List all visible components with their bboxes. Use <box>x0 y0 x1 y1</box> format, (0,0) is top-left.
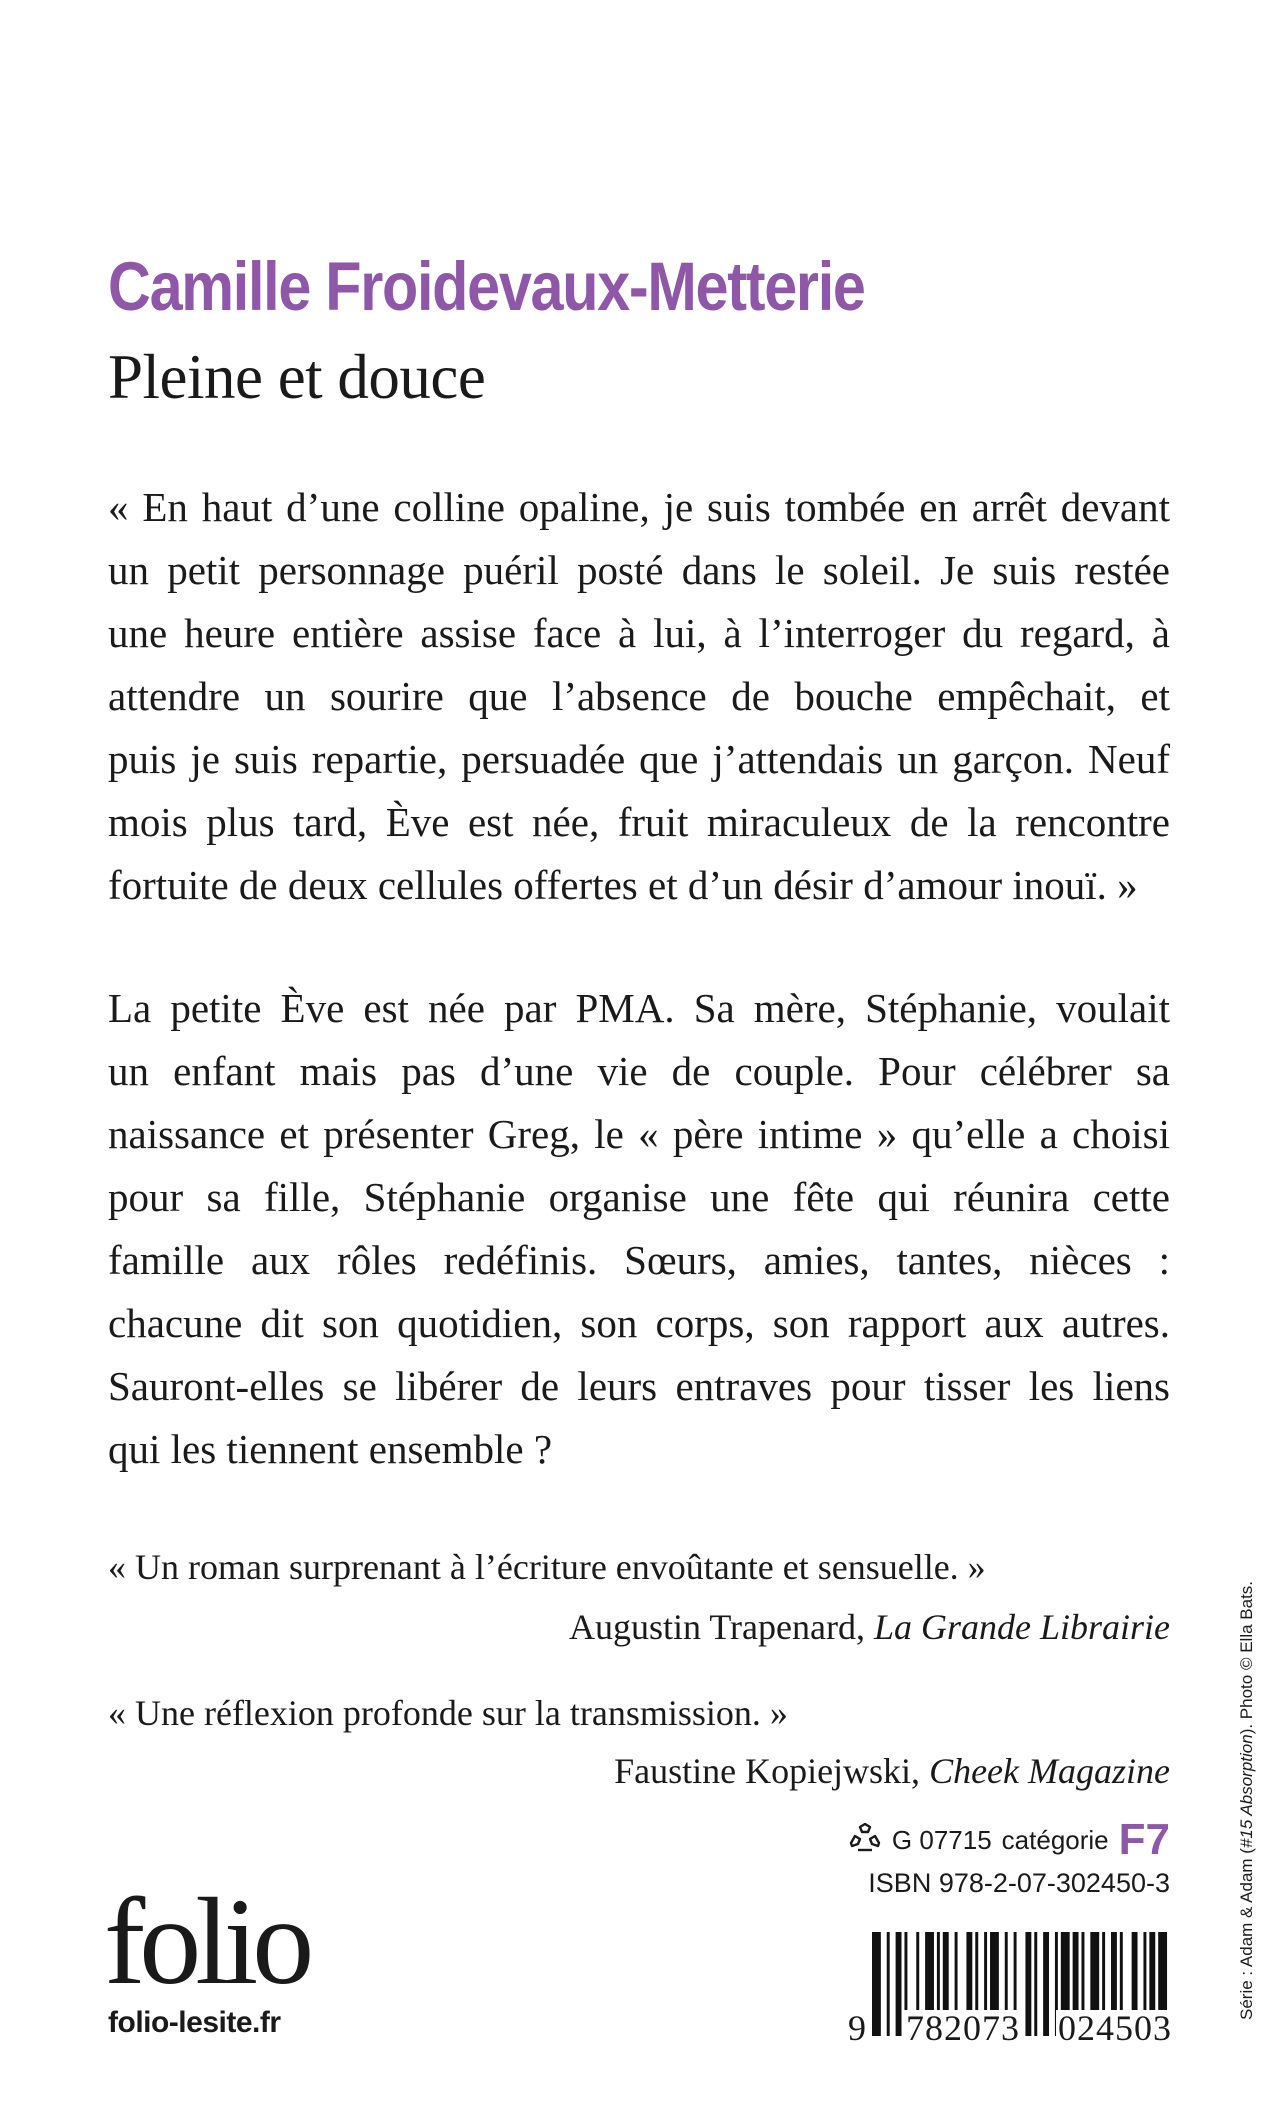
excerpt-line: « En haut d’une colline opaline, je suis tombée en arrêt devant <box>108 484 1170 530</box>
review-quote-2: « Une réflexion profonde sur la transmission. » <box>108 1693 788 1733</box>
review-source-1: La Grande Librairie <box>873 1607 1170 1647</box>
excerpt-paragraph <box>108 476 1170 917</box>
book-title: Pleine et douce <box>108 342 486 412</box>
excerpt-line: une heure entière assise face à lui, à l’interroger du regard, à <box>108 610 1170 656</box>
barcode-digits-right: 024503 <box>1058 2008 1172 2048</box>
barcode-digits <box>848 2010 1174 2046</box>
summary-line: La petite Ève est née par PMA. Sa mère, Stéphanie, voulait <box>108 985 1170 1031</box>
photo-credits <box>1238 1581 1255 2020</box>
barcode-digits-left: 782073 <box>906 2008 1020 2048</box>
summary-paragraph <box>108 977 1170 1481</box>
summary-line: chacune dit son quotidien, son corps, son rapport aux autres. <box>108 1300 1170 1346</box>
publisher-code-row <box>848 1816 1170 1864</box>
summary-line: qui les tiennent ensemble ? <box>108 1426 553 1472</box>
excerpt-line: mois plus tard, Ève est née, fruit miraculeux de la rencontre <box>108 799 1170 845</box>
summary-line: famille aux rôles redéfinis. Sœurs, amies, tantes, nièces : <box>108 1237 1170 1283</box>
review-attribution-1 <box>569 1600 1170 1654</box>
category-label: catégorie <box>1001 1824 1109 1855</box>
credits-series: #15 Absorption <box>1237 1734 1256 1849</box>
excerpt-line: attendre un sourire que l’absence de bouche empêchait, et <box>108 673 1170 719</box>
publisher-code: G 07715 <box>891 1824 992 1855</box>
author-name: Camille Froidevaux-Metterie <box>108 248 865 325</box>
excerpt-line: un petit personnage puéril posté dans le soleil. Je suis restée <box>108 547 1170 593</box>
excerpt-line: puis je suis repartie, persuadée que j’attendais un garçon. Neuf <box>108 736 1170 782</box>
review-critic-1: Augustin Trapenard, <box>568 1607 874 1647</box>
category-code: F7 <box>1118 1815 1170 1864</box>
recycle-symbol-icon <box>848 1823 882 1858</box>
review-attribution-2 <box>614 1744 1170 1798</box>
summary-line: Sauront-elles se libérer de leurs entraves pour tisser les liens <box>108 1363 1170 1409</box>
review-critic-2: Faustine Kopiejwski, <box>614 1751 930 1791</box>
publisher-website: folio-lesite.fr <box>108 2006 281 2039</box>
summary-line: pour sa fille, Stéphanie organise une fête qui réunira cette <box>108 1174 1170 1220</box>
barcode-digit-first: 9 <box>848 2008 866 2048</box>
summary-line: naissance et présenter Greg, le « père intime » qu’elle a choisi <box>108 1111 1170 1157</box>
summary-line: un enfant mais pas d’une vie de couple. Pour célébrer sa <box>108 1048 1170 1094</box>
credits-suffix: ). Photo © Ella Bats. <box>1237 1580 1256 1735</box>
isbn: ISBN 978-2-07-302450-3 <box>868 1868 1170 1898</box>
excerpt-line: fortuite de deux cellules offertes et d’un désir d’amour inouï. » <box>108 862 1138 908</box>
review-quote-1: « Un roman surprenant à l’écriture envoûtante et sensuelle. » <box>108 1547 986 1587</box>
review-source-2: Cheek Magazine <box>929 1751 1170 1791</box>
credits-prefix: Série : Adam & Adam ( <box>1237 1848 1256 2020</box>
folio-logo: folio <box>104 1873 309 2010</box>
